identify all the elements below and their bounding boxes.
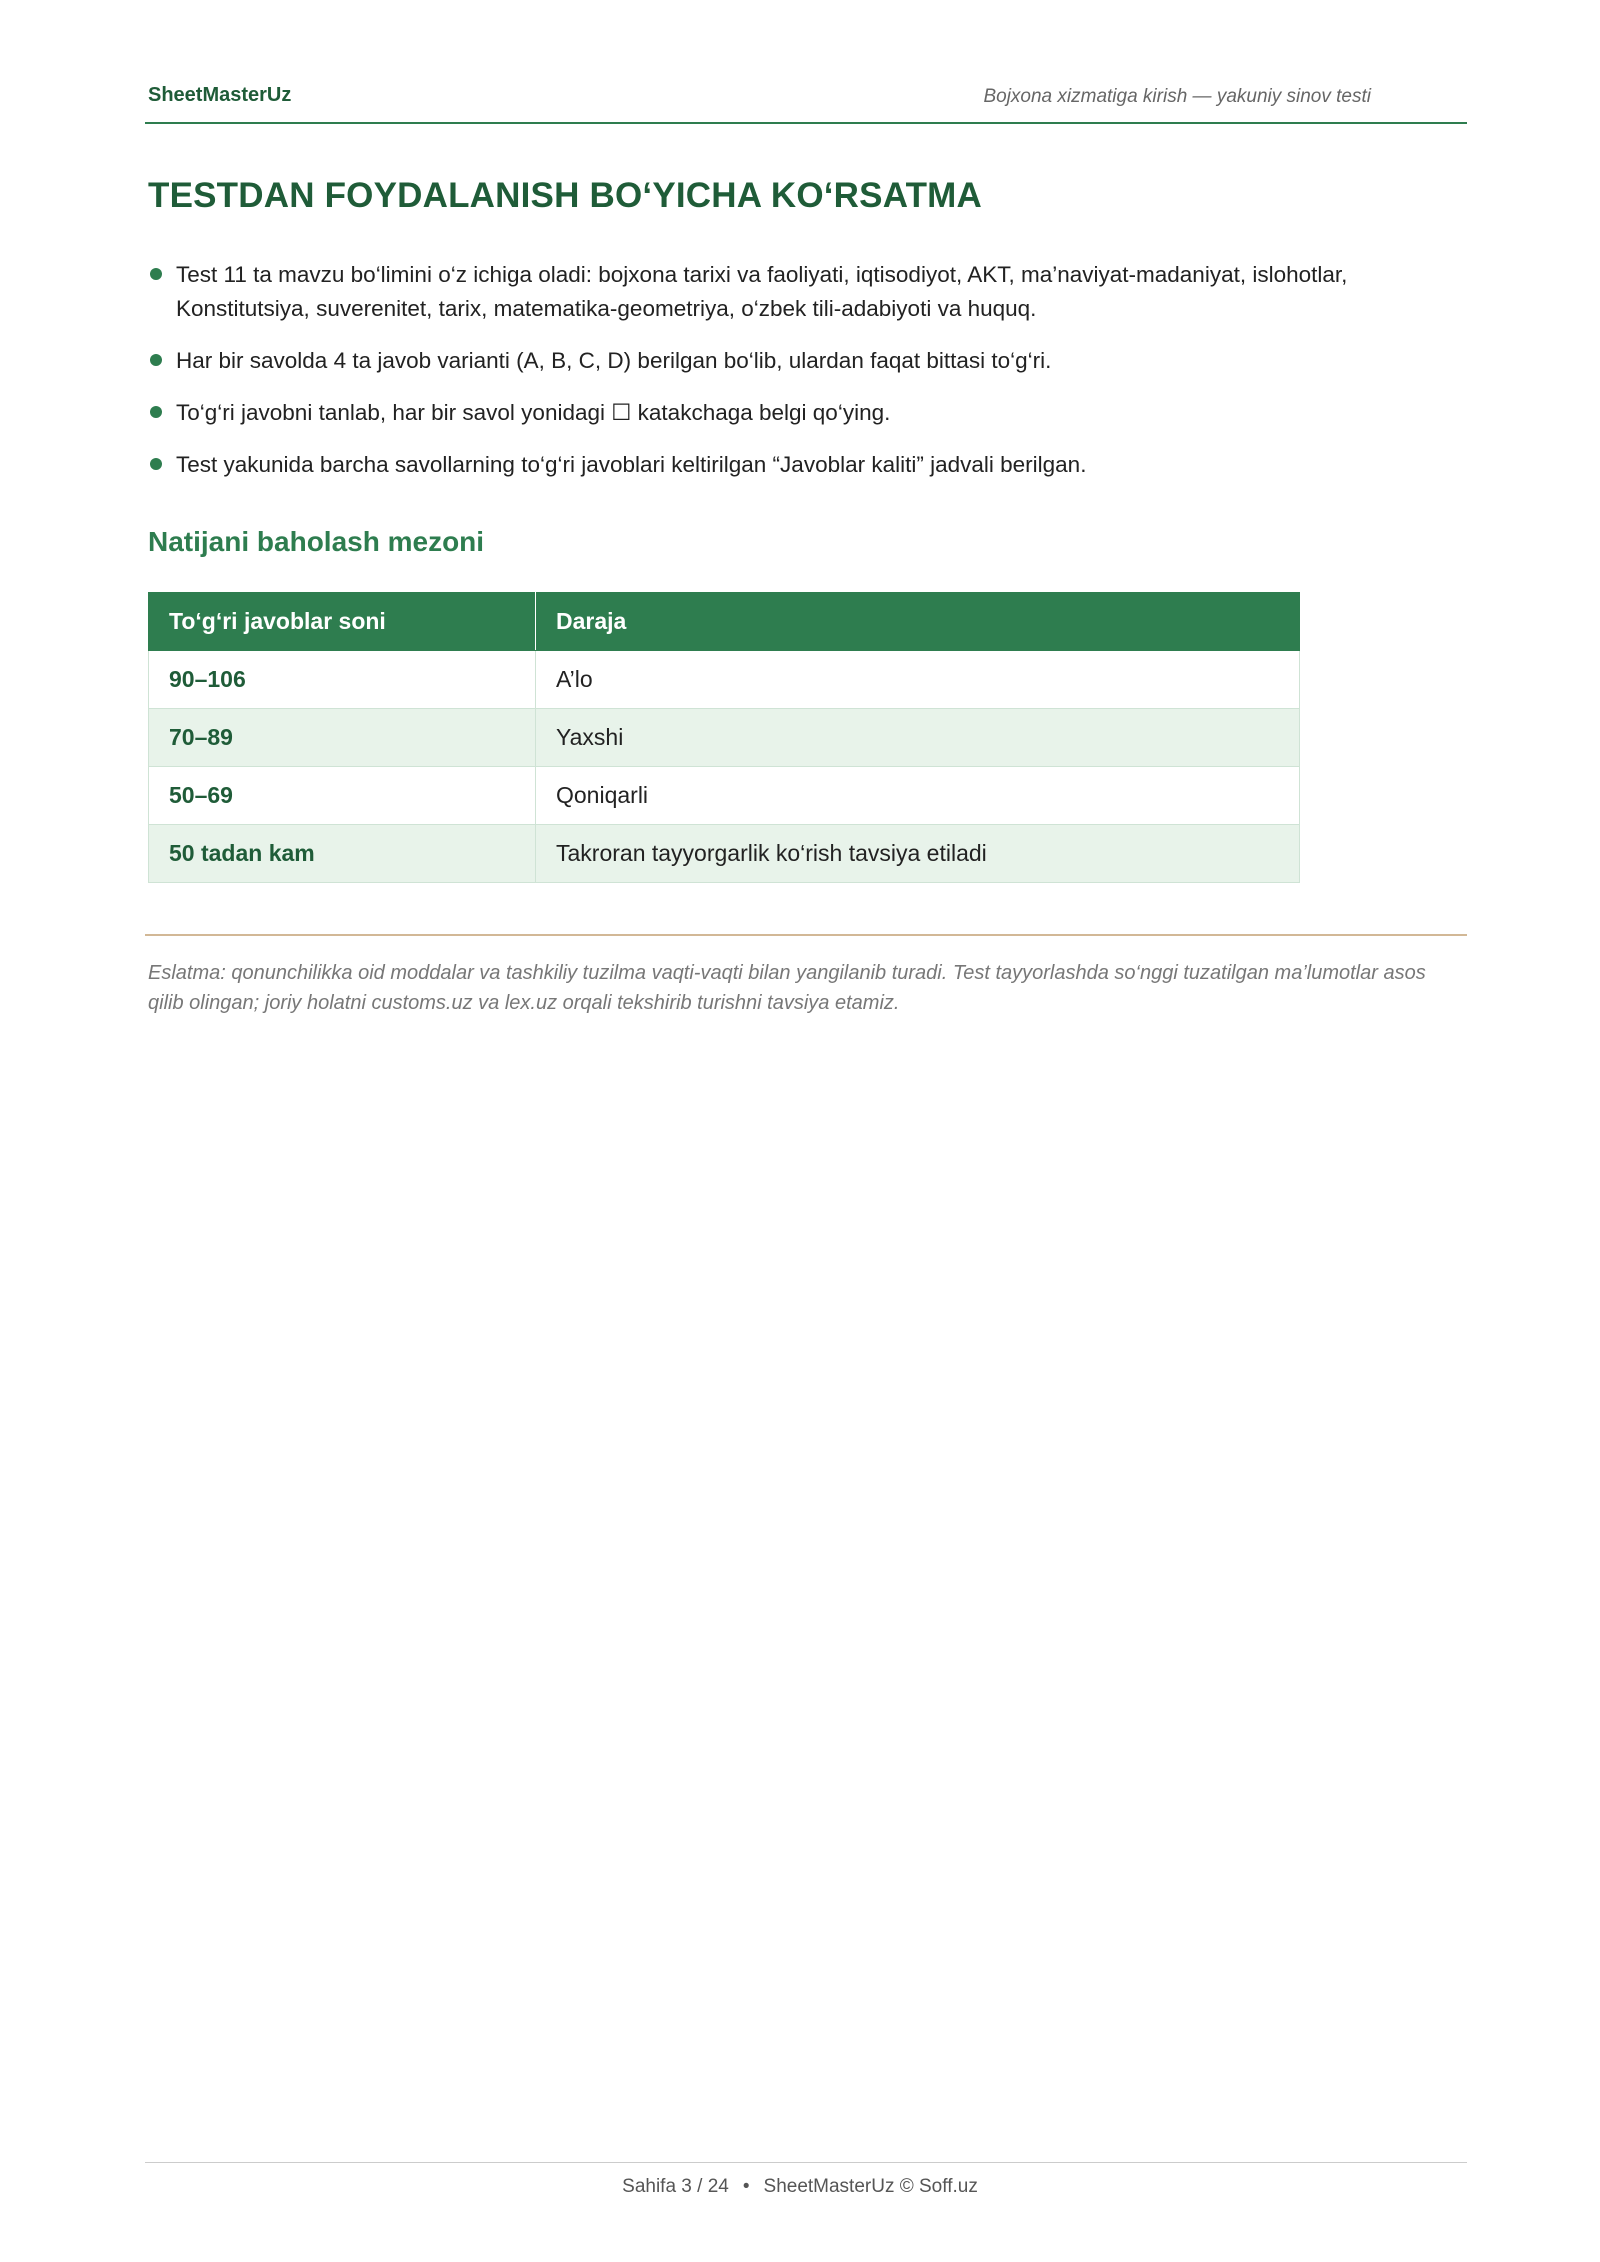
list-item — [148, 344, 1438, 378]
table-row — [149, 825, 1300, 883]
grade-level-cell: Yaxshi — [536, 709, 1300, 767]
brand-name: SheetMasterUz — [148, 84, 292, 106]
score-range-cell: 90–106 — [149, 651, 536, 709]
column-header: Daraja — [536, 593, 1300, 651]
table-row — [149, 767, 1300, 825]
grade-level-cell: Takroran tayyorgarlik ko‘rish tavsiya etiladi — [536, 825, 1300, 883]
list-item-text: Test 11 ta mavzu bo‘limini o‘z ichiga oladi: bojxona tarixi va faoliyati, iqtisodiyot, AKT, ma’naviyat-madaniyat, islohotlar, Konstitutsiya, suverenitet, tarix, matematika-geometriya, o‘zbek tili-adabiyoti va huquq. — [176, 262, 1348, 321]
footer-copyright: SheetMasterUz © Soff.uz — [763, 2176, 978, 2197]
bullet-icon — [150, 268, 162, 280]
list-item-text: To‘g‘ri javobni tanlab, har bir savol yonidagi ☐ katakchaga belgi qo‘ying. — [176, 400, 891, 425]
note-text: Eslatma: qonunchilikka oid moddalar va tashkiliy tuzilma vaqti-vaqti bilan yangilanib turadi. Test tayyorlashda so‘nggi tuzatilgan ma’lumotlar asos qilib olingan; joriy holatni customs.uz va lex.uz orqali tekshirib turishni tavsiya etamiz. — [148, 962, 1426, 1014]
footer-separator: • — [742, 2176, 750, 2197]
bullet-icon — [150, 354, 162, 366]
list-item-text: Har bir savolda 4 ta javob varianti (A, B, C, D) berilgan bo‘lib, ulardan faqat bittasi to‘g‘ri. — [176, 348, 1052, 373]
footer-divider — [145, 2162, 1467, 2163]
grade-level-cell: A’lo — [536, 651, 1300, 709]
page-title: TESTDAN FOYDALANISH BO‘YICHA KO‘RSATMA — [148, 176, 982, 215]
score-range-cell: 50 tadan kam — [149, 825, 536, 883]
page-number: Sahifa 3 / 24 — [622, 2176, 729, 2197]
page-footer — [0, 2176, 1600, 2198]
table-header-row — [149, 593, 1300, 651]
section-title: Natijani baholash mezoni — [148, 526, 485, 557]
list-item — [148, 396, 1438, 430]
instruction-list — [148, 258, 1438, 500]
grade-level-cell: Qoniqarli — [536, 767, 1300, 825]
bullet-icon — [150, 458, 162, 470]
grading-table — [148, 592, 1300, 883]
list-item — [148, 448, 1438, 482]
note-divider — [145, 934, 1467, 936]
table-row — [149, 651, 1300, 709]
list-item-text: Test yakunida barcha savollarning to‘g‘ri javoblari keltirilgan “Javoblar kaliti” jadvali berilgan. — [176, 452, 1087, 477]
score-range-cell: 50–69 — [149, 767, 536, 825]
table-row — [149, 709, 1300, 767]
list-item — [148, 258, 1438, 326]
bullet-icon — [150, 406, 162, 418]
score-range-cell: 70–89 — [149, 709, 536, 767]
document-title: Bojxona xizmatiga kirish — yakuniy sinov testi — [983, 86, 1371, 107]
page-header — [145, 82, 1467, 124]
column-header: To‘g‘ri javoblar soni — [149, 593, 536, 651]
